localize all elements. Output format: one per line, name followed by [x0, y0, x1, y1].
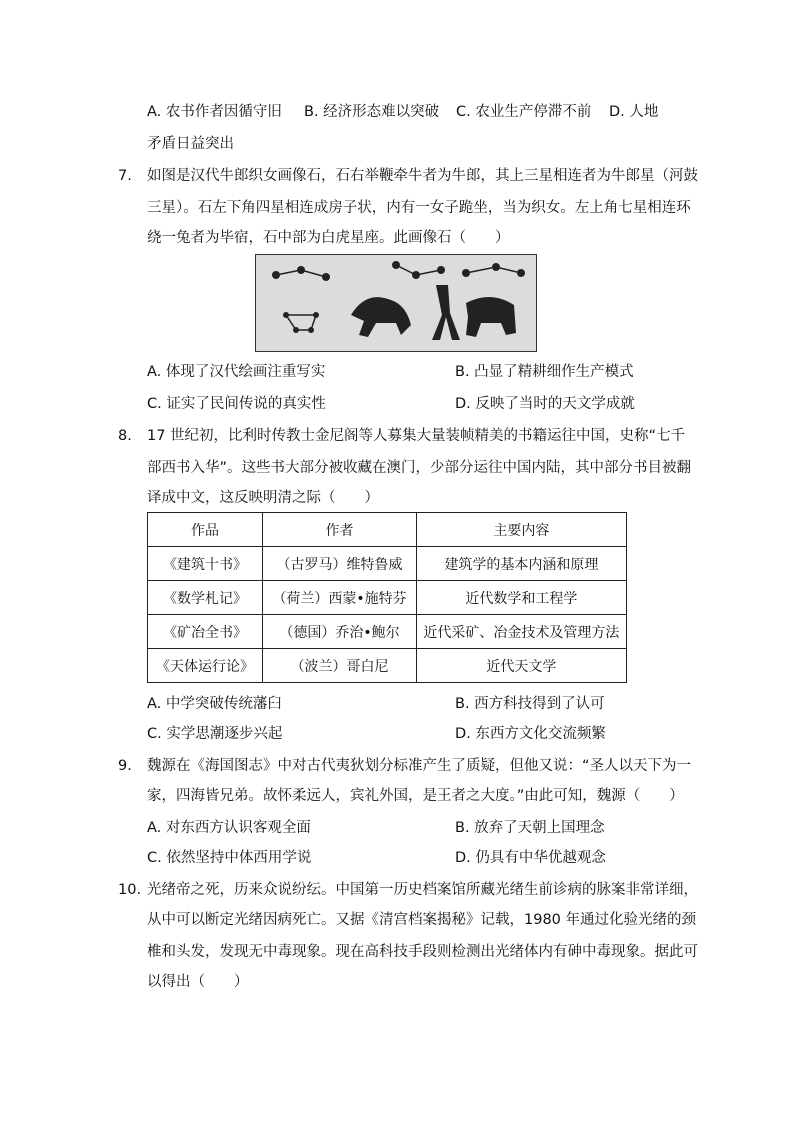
q9-option-b[interactable]: B. 放弃了天朝上国理念	[455, 820, 605, 836]
q9-stem-line: 家，四海皆兄弟。故怀柔远人，宾礼外国，是王者之大度。”由此可知，魏源（ ）	[147, 788, 684, 804]
table-cell: 《数学札记》	[148, 581, 263, 615]
q10-stem-line: 光绪帝之死，历来众说纷纭。中国第一历史档案馆所藏光绪生前诊病的脉案非常详细，	[147, 882, 698, 898]
stone-relief-illustration	[256, 255, 536, 351]
q6-option-d[interactable]: D. 人地	[609, 104, 659, 120]
table-cell: （荷兰）西蒙•施特芬	[263, 581, 417, 615]
table-header: 主要内容	[416, 513, 626, 547]
table-cell: 《矿冶全书》	[148, 615, 263, 649]
q6-option-b[interactable]: B. 经济形态难以突破	[304, 104, 440, 120]
table-row	[148, 581, 627, 615]
q9-option-d[interactable]: D. 仍具有中华优越观念	[455, 850, 606, 866]
table-cell: 《天体运行论》	[148, 649, 263, 683]
table-cell: （德国）乔治•鲍尔	[263, 615, 417, 649]
q8-stem-line: 译成中文，这反映明清之际（ ）	[147, 490, 379, 506]
q7-option-c[interactable]: C. 证实了民间传说的真实性	[147, 396, 326, 412]
table-cell: （波兰）哥白尼	[263, 649, 417, 683]
q10-stem-line: 从中可以断定光绪因病死亡。又据《清宫档案揭秘》记载，1980 年通过化验光绪的颈	[147, 912, 697, 928]
q9-number: 9.	[118, 758, 132, 774]
q6-option-d-continued: 矛盾日益突出	[147, 136, 234, 152]
q6-option-c[interactable]: C. 农业生产停滞不前	[456, 104, 592, 120]
q8-stem-line: 部西书入华”。这些书大部分被收藏在澳门，少部分运往中国内陆，其中部分书目被翻	[147, 460, 692, 476]
q7-option-a[interactable]: A. 体现了汉代绘画注重写实	[147, 364, 326, 380]
table-header: 作者	[263, 513, 417, 547]
table-cell: 建筑学的基本内涵和原理	[416, 547, 626, 581]
q7-option-d[interactable]: D. 反映了当时的天文学成就	[455, 396, 635, 412]
q8-option-b[interactable]: B. 西方科技得到了认可	[455, 696, 605, 712]
table-row	[148, 547, 627, 581]
table-cell: 《建筑十书》	[148, 547, 263, 581]
q10-stem-line: 以得出（ ）	[147, 974, 249, 990]
stone-relief-image	[255, 254, 537, 352]
q7-option-b[interactable]: B. 凸显了精耕细作生产模式	[455, 364, 634, 380]
q7-stem-line: 绕一兔者为毕宿，石中部为白虎星座。此画像石（ ）	[147, 230, 510, 246]
q7-stem-line: 如图是汉代牛郎织女画像石，石右举鞭牵牛者为牛郎，其上三星相连者为牛郎星（河鼓	[147, 168, 698, 184]
q8-option-a[interactable]: A. 中学突破传统藩臼	[147, 696, 282, 712]
q9-option-c[interactable]: C. 依然坚持中体西用学说	[147, 850, 312, 866]
q8-stem-line: 17 世纪初，比利时传教士金尼阁等人募集大量装帧精美的书籍运往中国，史称“七千	[147, 428, 686, 444]
table-cell: 近代数学和工程学	[416, 581, 626, 615]
western-books-table	[147, 512, 627, 683]
q6-option-a[interactable]: A. 农书作者因循守旧	[147, 104, 282, 120]
table-header: 作品	[148, 513, 263, 547]
q8-option-c[interactable]: C. 实学思潮逐步兴起	[147, 726, 283, 742]
q10-stem-line: 椎和头发，发现无中毒现象。现在高科技手段则检测出光绪体内有砷中毒现象。据此可	[147, 944, 698, 960]
table-row	[148, 615, 627, 649]
q7-stem-line: 三星）。石左下角四星相连成房子状，内有一女子跪坐，当为织女。左上角七星相连环	[147, 200, 691, 216]
q7-number: 7.	[118, 168, 132, 184]
q9-option-a[interactable]: A. 对东西方认识客观全面	[147, 820, 311, 836]
table-header-row	[148, 513, 627, 547]
table-cell: 近代天文学	[416, 649, 626, 683]
q10-number: 10.	[118, 882, 142, 898]
table-cell: 近代采矿、冶金技术及管理方法	[416, 615, 626, 649]
q8-option-d[interactable]: D. 东西方文化交流频繁	[455, 726, 606, 742]
table-row	[148, 649, 627, 683]
q8-number: 8.	[118, 428, 132, 444]
table-cell: （古罗马）维特鲁威	[263, 547, 417, 581]
q9-stem-line: 魏源在《海国图志》中对古代夷狄划分标准产生了质疑，但他又说：“圣人以天下为一	[147, 758, 692, 774]
